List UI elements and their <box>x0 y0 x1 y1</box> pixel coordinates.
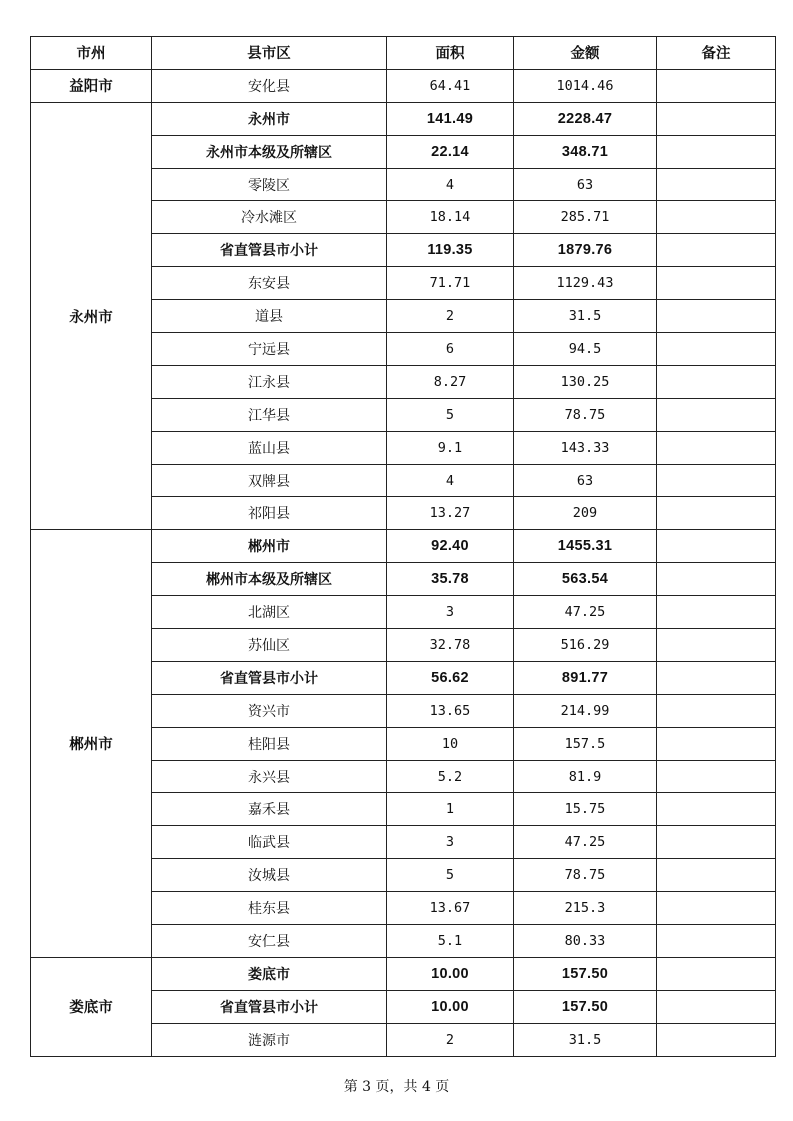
amount-cell: 157.50 <box>514 957 657 990</box>
area-cell: 22.14 <box>387 135 514 168</box>
county-cell: 郴州市 <box>152 530 387 563</box>
table-row <box>31 102 776 135</box>
area-cell: 4 <box>387 464 514 497</box>
note-cell <box>657 300 776 333</box>
county-cell: 郴州市本级及所辖区 <box>152 563 387 596</box>
header-amount: 金额 <box>514 37 657 70</box>
county-cell: 北湖区 <box>152 596 387 629</box>
note-cell <box>657 168 776 201</box>
area-cell: 9.1 <box>387 431 514 464</box>
note-cell <box>657 727 776 760</box>
county-cell: 江永县 <box>152 365 387 398</box>
table-row <box>31 530 776 563</box>
area-cell: 141.49 <box>387 102 514 135</box>
city-cell: 永州市 <box>31 102 152 530</box>
header-area: 面积 <box>387 37 514 70</box>
amount-cell: 157.50 <box>514 990 657 1023</box>
city-cell: 娄底市 <box>31 957 152 1056</box>
area-cell: 3 <box>387 596 514 629</box>
amount-cell: 1455.31 <box>514 530 657 563</box>
county-cell: 双牌县 <box>152 464 387 497</box>
area-cell: 5 <box>387 398 514 431</box>
area-cell: 32.78 <box>387 629 514 662</box>
amount-cell: 94.5 <box>514 333 657 366</box>
amount-cell: 130.25 <box>514 365 657 398</box>
note-cell <box>657 267 776 300</box>
county-cell: 嘉禾县 <box>152 793 387 826</box>
note-cell <box>657 990 776 1023</box>
amount-cell: 15.75 <box>514 793 657 826</box>
amount-cell: 63 <box>514 464 657 497</box>
amount-cell: 31.5 <box>514 1023 657 1056</box>
area-cell: 5.1 <box>387 925 514 958</box>
amount-cell: 47.25 <box>514 596 657 629</box>
area-cell: 13.27 <box>387 497 514 530</box>
note-cell <box>657 1023 776 1056</box>
area-cell: 71.71 <box>387 267 514 300</box>
area-cell: 18.14 <box>387 201 514 234</box>
amount-cell: 285.71 <box>514 201 657 234</box>
amount-cell: 215.3 <box>514 892 657 925</box>
county-cell: 资兴市 <box>152 694 387 727</box>
note-cell <box>657 234 776 267</box>
note-cell <box>657 859 776 892</box>
amount-cell: 214.99 <box>514 694 657 727</box>
area-cell: 1 <box>387 793 514 826</box>
area-cell: 119.35 <box>387 234 514 267</box>
amount-cell: 81.9 <box>514 760 657 793</box>
note-cell <box>657 694 776 727</box>
amount-cell: 63 <box>514 168 657 201</box>
area-cell: 6 <box>387 333 514 366</box>
county-cell: 蓝山县 <box>152 431 387 464</box>
county-cell: 省直管县市小计 <box>152 990 387 1023</box>
amount-cell: 157.5 <box>514 727 657 760</box>
header-city: 市州 <box>31 37 152 70</box>
data-table <box>30 36 776 1057</box>
note-cell <box>657 464 776 497</box>
area-cell: 5.2 <box>387 760 514 793</box>
note-cell <box>657 69 776 102</box>
area-cell: 10.00 <box>387 957 514 990</box>
area-cell: 3 <box>387 826 514 859</box>
note-cell <box>657 661 776 694</box>
amount-cell: 516.29 <box>514 629 657 662</box>
note-cell <box>657 957 776 990</box>
city-cell: 益阳市 <box>31 69 152 102</box>
county-cell: 祁阳县 <box>152 497 387 530</box>
note-cell <box>657 102 776 135</box>
area-cell: 10 <box>387 727 514 760</box>
county-cell: 永兴县 <box>152 760 387 793</box>
county-cell: 江华县 <box>152 398 387 431</box>
amount-cell: 1014.46 <box>514 69 657 102</box>
area-cell: 2 <box>387 1023 514 1056</box>
county-cell: 安仁县 <box>152 925 387 958</box>
note-cell <box>657 497 776 530</box>
table-body <box>31 69 776 1056</box>
county-cell: 桂东县 <box>152 892 387 925</box>
amount-cell: 2228.47 <box>514 102 657 135</box>
amount-cell: 1129.43 <box>514 267 657 300</box>
amount-cell: 209 <box>514 497 657 530</box>
county-cell: 东安县 <box>152 267 387 300</box>
area-cell: 2 <box>387 300 514 333</box>
area-cell: 10.00 <box>387 990 514 1023</box>
county-cell: 零陵区 <box>152 168 387 201</box>
city-cell: 郴州市 <box>31 530 152 958</box>
note-cell <box>657 333 776 366</box>
area-cell: 4 <box>387 168 514 201</box>
county-cell: 永州市 <box>152 102 387 135</box>
note-cell <box>657 596 776 629</box>
area-cell: 56.62 <box>387 661 514 694</box>
county-cell: 宁远县 <box>152 333 387 366</box>
county-cell: 汝城县 <box>152 859 387 892</box>
area-cell: 13.67 <box>387 892 514 925</box>
note-cell <box>657 760 776 793</box>
amount-cell: 78.75 <box>514 859 657 892</box>
county-cell: 桂阳县 <box>152 727 387 760</box>
note-cell <box>657 563 776 596</box>
county-cell: 省直管县市小计 <box>152 661 387 694</box>
page-number: 第 3 页，共 4 页 <box>343 1079 450 1095</box>
county-cell: 苏仙区 <box>152 629 387 662</box>
note-cell <box>657 530 776 563</box>
amount-cell: 78.75 <box>514 398 657 431</box>
county-cell: 道县 <box>152 300 387 333</box>
area-cell: 64.41 <box>387 69 514 102</box>
amount-cell: 143.33 <box>514 431 657 464</box>
amount-cell: 891.77 <box>514 661 657 694</box>
area-cell: 92.40 <box>387 530 514 563</box>
amount-cell: 80.33 <box>514 925 657 958</box>
note-cell <box>657 629 776 662</box>
amount-cell: 31.5 <box>514 300 657 333</box>
table-header-row <box>31 37 776 70</box>
note-cell <box>657 793 776 826</box>
area-cell: 5 <box>387 859 514 892</box>
table-row <box>31 69 776 102</box>
amount-cell: 1879.76 <box>514 234 657 267</box>
county-cell: 冷水滩区 <box>152 201 387 234</box>
note-cell <box>657 135 776 168</box>
area-cell: 8.27 <box>387 365 514 398</box>
county-cell: 省直管县市小计 <box>152 234 387 267</box>
county-cell: 永州市本级及所辖区 <box>152 135 387 168</box>
amount-cell: 563.54 <box>514 563 657 596</box>
county-cell: 涟源市 <box>152 1023 387 1056</box>
amount-cell: 47.25 <box>514 826 657 859</box>
note-cell <box>657 201 776 234</box>
header-note: 备注 <box>657 37 776 70</box>
amount-cell: 348.71 <box>514 135 657 168</box>
note-cell <box>657 925 776 958</box>
header-county: 县市区 <box>152 37 387 70</box>
county-cell: 安化县 <box>152 69 387 102</box>
note-cell <box>657 892 776 925</box>
note-cell <box>657 431 776 464</box>
note-cell <box>657 365 776 398</box>
county-cell: 娄底市 <box>152 957 387 990</box>
note-cell <box>657 398 776 431</box>
table-row <box>31 957 776 990</box>
note-cell <box>657 826 776 859</box>
area-cell: 13.65 <box>387 694 514 727</box>
area-cell: 35.78 <box>387 563 514 596</box>
county-cell: 临武县 <box>152 826 387 859</box>
